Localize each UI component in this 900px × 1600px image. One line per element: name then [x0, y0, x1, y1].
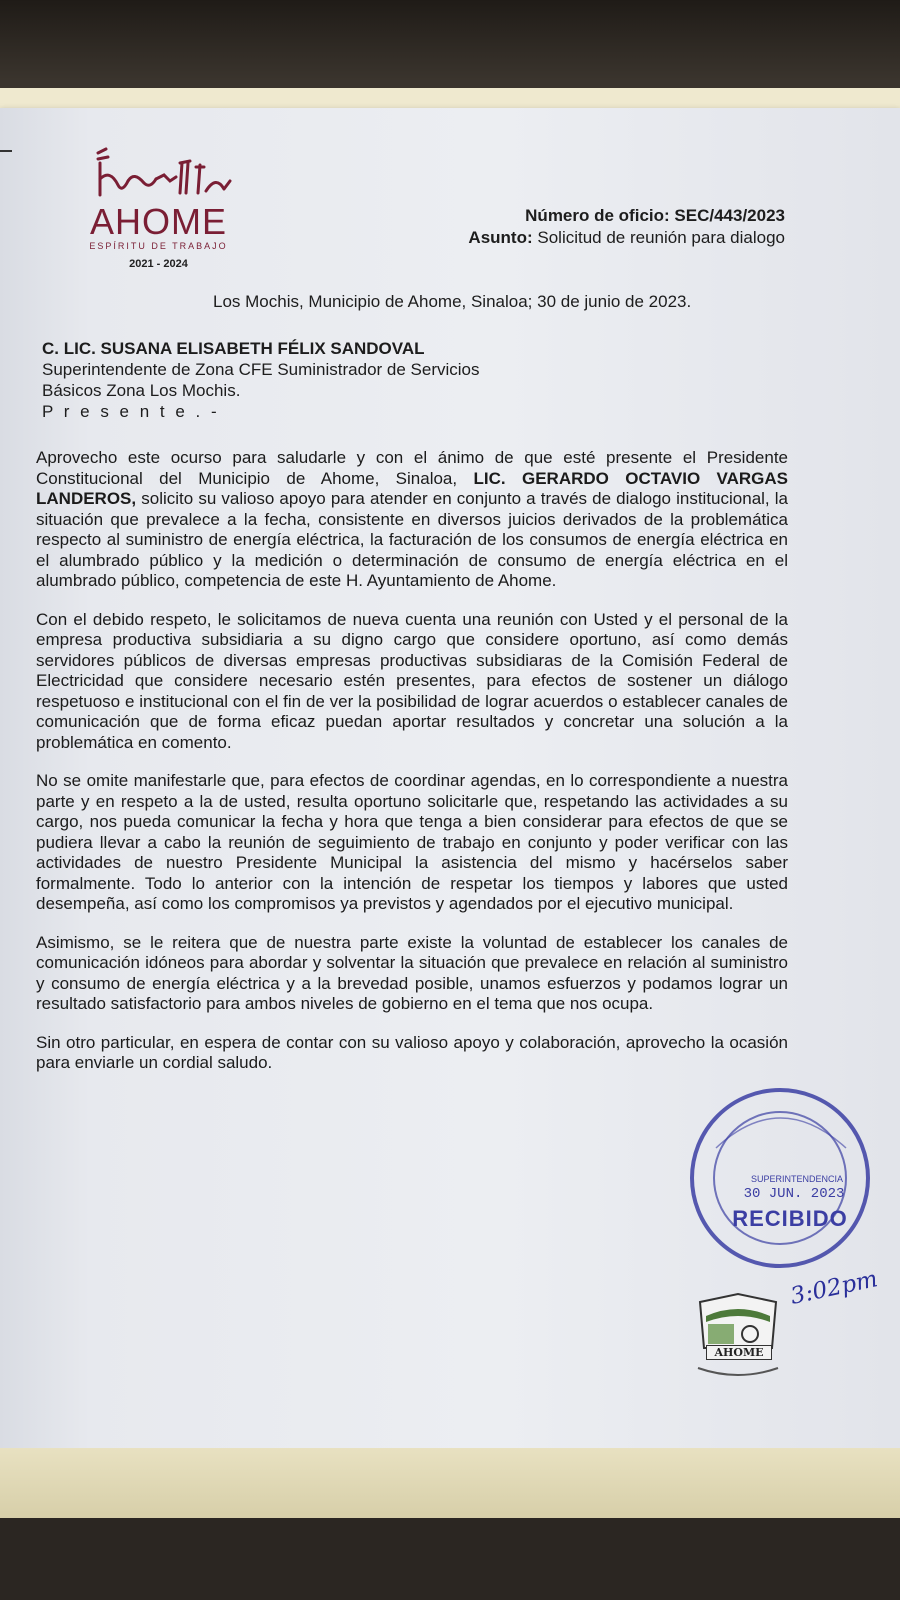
- oficio-label: Número de oficio:: [525, 206, 670, 225]
- letter-body: [36, 448, 788, 1092]
- underlying-page-bottom: [0, 1448, 900, 1518]
- margin-mark: [0, 150, 12, 152]
- stamp-date: 30 JUN. 2023: [743, 1186, 845, 1202]
- recipient-block: [42, 338, 480, 422]
- document-reference: [468, 205, 785, 249]
- president-name: LIC. GERARDO OCTAVIO VARGAS LANDEROS,: [36, 468, 788, 508]
- logo-name: AHOME: [89, 201, 227, 242]
- ahome-seal: [688, 1290, 788, 1390]
- recipient-title-1: Superintendente de Zona CFE Suministrador de Servicios: [42, 360, 480, 379]
- paragraph-4: Asimismo, se le reitera que de nuestra parte existe la voluntad de establecer los canales de comunicación idóneos para abordar y solventar la situación que prevalece en relación al suministro y consumo de energía eléctrica y a la brevedad posible, unamos esfuerzos y podamos lograr un resultado satisfactorio para ambos niveles de gobierno en el tema que nos ocupa.: [36, 932, 788, 1013]
- recipient-name: C. LIC. SUSANA ELISABETH FÉLIX SANDOVAL: [42, 339, 425, 358]
- paragraph-5: Sin otro particular, en espera de contar con su valioso apoyo y colaboración, aprovecho la ocasión para enviarle un cordial saludo.: [36, 1032, 788, 1072]
- paragraph-3: No se omite manifestarle que, para efectos de coordinar agendas, en lo correspondiente a nuestra parte y en respeto a la de usted, resulta oportuno solicitarle que, respetando las actividades a su cargo, nos pueda comunicar la fecha y hora que tenga a bien considerar para efectos de que se pudiera llevar a cabo la reunión de seguimiento de trabajo en conjunto y poder verificar con las actividades de nuestro Presidente Municipal la asistencia del mismo y hacérselos saber formalmente. Todo lo anterior con la intención de respetar los tiempos y labores que usted desempeña, así como los compromisos ya previstos y agendados por el ejecutivo municipal.: [36, 771, 788, 913]
- asunto-value: Solicitud de reunión para dialogo: [537, 228, 785, 247]
- asunto-line: [468, 227, 785, 249]
- stamp-status: RECIBIDO: [732, 1206, 848, 1231]
- paragraph-1: [36, 448, 788, 592]
- coat-of-arms-icon: [688, 1290, 788, 1390]
- skyline-icon: [84, 145, 234, 203]
- received-stamp: [680, 1078, 880, 1278]
- oficio-value: SEC/443/2023: [674, 206, 785, 225]
- paragraph-2: Con el debido respeto, le solicitamos de nueva cuenta una reunión con Usted y el personal de la empresa productiva subsidiaria a su digno cargo que considere oportuno, así como demás servidores públicos de diversas empresas productivas subsidiaras de la Comisión Federal de Electricidad que considere necesario estén presentes, para efectos de sostener un diálogo respetuoso e institucional con el fin de ver la posibilidad de lograr acuerdos o establecer canales de comunicación que de forma eficaz puedan aportar resultados y concretar una solución a la problemática en comento.: [36, 609, 788, 752]
- stamp-office: SUPERINTENDENCIA: [750, 1174, 843, 1184]
- seal-name: AHOME: [706, 1345, 772, 1360]
- logo-years: 2021 - 2024: [129, 258, 188, 270]
- handwritten-time: 3:02pm: [788, 1266, 880, 1310]
- p1-text-start: Aprovecho este ocurso para saludarle y con el ánimo de que esté presente el Presidente Constitucional del Municipio de Ahome, Sinaloa,: [36, 448, 788, 488]
- photo-background-bottom: [0, 1518, 900, 1600]
- place-date: Los Mochis, Municipio de Ahome, Sinaloa; 30 de junio de 2023.: [213, 292, 692, 311]
- recipient-title-2: Básicos Zona Los Mochis.: [42, 381, 241, 400]
- logo-tagline: ESPÍRITU DE TRABAJO: [89, 241, 228, 251]
- ahome-logo: [76, 145, 241, 275]
- oficio-line: [468, 205, 785, 227]
- asunto-label: Asunto:: [468, 228, 533, 247]
- presente: P r e s e n t e . -: [42, 402, 220, 421]
- p1-text-end: solicito su valioso apoyo para atender en conjunto a través de dialogo institucional, la situación que prevalece a la fecha, consistente en diversos juicios derivados de la problemática respecto al suministro de energía eléctrica, la facturación de los consumos de energía eléctrica en el alumbrado público y la medición o determinación de consumo de energía eléctrica en el alumbrado público, competencia de este H. Ayuntamiento de Ahome.: [36, 489, 788, 590]
